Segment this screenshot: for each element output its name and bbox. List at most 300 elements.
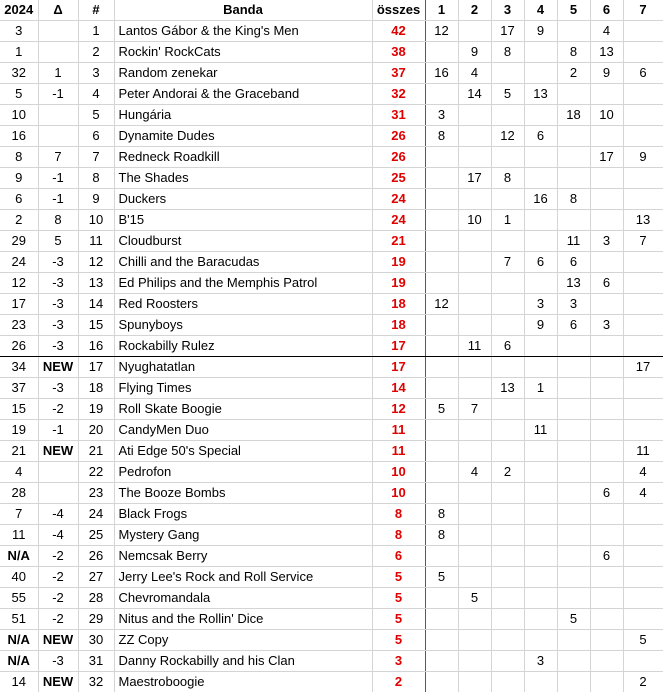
cell-total[interactable]: 14	[372, 378, 425, 399]
cell-round-4[interactable]	[524, 168, 557, 189]
cell-rank[interactable]: 2	[78, 42, 114, 63]
cell-round-3[interactable]	[491, 189, 524, 210]
cell-round-4[interactable]	[524, 147, 557, 168]
cell-total[interactable]: 17	[372, 357, 425, 378]
cell-round-3[interactable]	[491, 420, 524, 441]
cell-band[interactable]: Dynamite Dudes	[114, 126, 372, 147]
cell-round-1[interactable]: 5	[425, 399, 458, 420]
cell-round-5[interactable]	[557, 126, 590, 147]
cell-2024[interactable]: 34	[0, 357, 38, 378]
cell-band[interactable]: CandyMen Duo	[114, 420, 372, 441]
cell-round-5[interactable]	[557, 378, 590, 399]
cell-round-1[interactable]	[425, 588, 458, 609]
cell-2024[interactable]: 16	[0, 126, 38, 147]
cell-2024[interactable]: 19	[0, 420, 38, 441]
cell-round-5[interactable]: 6	[557, 315, 590, 336]
cell-round-7[interactable]	[623, 84, 663, 105]
cell-round-3[interactable]: 1	[491, 210, 524, 231]
cell-round-6[interactable]	[590, 672, 623, 693]
cell-rank[interactable]: 22	[78, 462, 114, 483]
cell-round-6[interactable]: 10	[590, 105, 623, 126]
cell-2024[interactable]: 6	[0, 189, 38, 210]
cell-band[interactable]: Ati Edge 50's Special	[114, 441, 372, 462]
cell-round-7[interactable]	[623, 315, 663, 336]
header-round-3[interactable]: 3	[491, 0, 524, 21]
cell-total[interactable]: 3	[372, 651, 425, 672]
cell-round-6[interactable]: 4	[590, 21, 623, 42]
cell-round-5[interactable]: 3	[557, 294, 590, 315]
cell-round-4[interactable]: 6	[524, 126, 557, 147]
cell-round-6[interactable]: 3	[590, 315, 623, 336]
cell-2024[interactable]: 21	[0, 441, 38, 462]
cell-rank[interactable]: 25	[78, 525, 114, 546]
cell-total[interactable]: 2	[372, 672, 425, 693]
cell-round-4[interactable]	[524, 63, 557, 84]
cell-round-5[interactable]: 6	[557, 252, 590, 273]
cell-round-2[interactable]	[458, 357, 491, 378]
cell-round-6[interactable]: 6	[590, 483, 623, 504]
cell-delta[interactable]: -2	[38, 609, 78, 630]
table-row[interactable]	[0, 546, 663, 567]
cell-round-1[interactable]: 8	[425, 126, 458, 147]
cell-band[interactable]: Nemcsak Berry	[114, 546, 372, 567]
cell-round-6[interactable]: 6	[590, 546, 623, 567]
cell-total[interactable]: 19	[372, 273, 425, 294]
cell-round-1[interactable]	[425, 168, 458, 189]
table-row[interactable]	[0, 168, 663, 189]
cell-band[interactable]: Duckers	[114, 189, 372, 210]
cell-round-1[interactable]: 16	[425, 63, 458, 84]
cell-round-5[interactable]: 8	[557, 42, 590, 63]
cell-round-6[interactable]	[590, 525, 623, 546]
cell-round-1[interactable]	[425, 210, 458, 231]
cell-round-6[interactable]: 13	[590, 42, 623, 63]
cell-delta[interactable]: NEW	[38, 630, 78, 651]
cell-total[interactable]: 8	[372, 525, 425, 546]
cell-round-2[interactable]	[458, 483, 491, 504]
cell-delta[interactable]	[38, 105, 78, 126]
cell-round-2[interactable]: 14	[458, 84, 491, 105]
cell-round-7[interactable]	[623, 588, 663, 609]
cell-round-1[interactable]	[425, 42, 458, 63]
cell-round-7[interactable]	[623, 567, 663, 588]
cell-round-3[interactable]	[491, 294, 524, 315]
table-row[interactable]	[0, 210, 663, 231]
cell-round-4[interactable]	[524, 504, 557, 525]
cell-delta[interactable]: 8	[38, 210, 78, 231]
cell-2024[interactable]: 14	[0, 672, 38, 693]
cell-round-2[interactable]	[458, 630, 491, 651]
table-row[interactable]	[0, 357, 663, 378]
cell-rank[interactable]: 28	[78, 588, 114, 609]
cell-round-2[interactable]	[458, 189, 491, 210]
cell-2024[interactable]: 7	[0, 504, 38, 525]
table-row[interactable]	[0, 651, 663, 672]
cell-round-3[interactable]	[491, 672, 524, 693]
cell-round-2[interactable]	[458, 441, 491, 462]
cell-round-3[interactable]	[491, 399, 524, 420]
cell-round-3[interactable]	[491, 147, 524, 168]
cell-round-6[interactable]	[590, 210, 623, 231]
cell-round-4[interactable]	[524, 672, 557, 693]
cell-total[interactable]: 5	[372, 588, 425, 609]
cell-delta[interactable]: -2	[38, 546, 78, 567]
cell-round-2[interactable]: 17	[458, 168, 491, 189]
cell-rank[interactable]: 11	[78, 231, 114, 252]
cell-round-6[interactable]	[590, 84, 623, 105]
cell-round-1[interactable]: 5	[425, 567, 458, 588]
cell-round-5[interactable]	[557, 84, 590, 105]
cell-band[interactable]: ZZ Copy	[114, 630, 372, 651]
cell-round-4[interactable]: 16	[524, 189, 557, 210]
cell-delta[interactable]: -3	[38, 336, 78, 357]
cell-round-7[interactable]	[623, 168, 663, 189]
cell-round-7[interactable]: 6	[623, 63, 663, 84]
table-row[interactable]	[0, 105, 663, 126]
cell-round-3[interactable]	[491, 588, 524, 609]
table-row[interactable]	[0, 147, 663, 168]
cell-round-3[interactable]	[491, 105, 524, 126]
cell-round-6[interactable]	[590, 441, 623, 462]
cell-rank[interactable]: 4	[78, 84, 114, 105]
cell-round-4[interactable]	[524, 588, 557, 609]
table-row[interactable]	[0, 525, 663, 546]
cell-round-3[interactable]: 7	[491, 252, 524, 273]
cell-round-2[interactable]	[458, 21, 491, 42]
cell-2024[interactable]: 55	[0, 588, 38, 609]
cell-round-7[interactable]: 9	[623, 147, 663, 168]
cell-round-6[interactable]	[590, 399, 623, 420]
cell-round-6[interactable]: 9	[590, 63, 623, 84]
cell-2024[interactable]: 37	[0, 378, 38, 399]
cell-2024[interactable]: 23	[0, 315, 38, 336]
cell-round-4[interactable]: 13	[524, 84, 557, 105]
cell-delta[interactable]: NEW	[38, 672, 78, 693]
cell-round-5[interactable]: 8	[557, 189, 590, 210]
cell-round-5[interactable]	[557, 525, 590, 546]
cell-round-4[interactable]	[524, 630, 557, 651]
header-round-4[interactable]: 4	[524, 0, 557, 21]
cell-round-4[interactable]: 3	[524, 294, 557, 315]
cell-round-3[interactable]	[491, 231, 524, 252]
cell-total[interactable]: 32	[372, 84, 425, 105]
cell-round-1[interactable]	[425, 651, 458, 672]
cell-round-1[interactable]: 12	[425, 294, 458, 315]
cell-round-3[interactable]	[491, 546, 524, 567]
header-round-1[interactable]: 1	[425, 0, 458, 21]
cell-round-1[interactable]	[425, 252, 458, 273]
cell-round-1[interactable]	[425, 315, 458, 336]
cell-round-2[interactable]	[458, 525, 491, 546]
table-row[interactable]	[0, 567, 663, 588]
table-row[interactable]	[0, 21, 663, 42]
table-row[interactable]	[0, 252, 663, 273]
cell-round-6[interactable]	[590, 357, 623, 378]
cell-delta[interactable]	[38, 21, 78, 42]
cell-band[interactable]: Rockin' RockCats	[114, 42, 372, 63]
cell-total[interactable]: 10	[372, 462, 425, 483]
cell-round-5[interactable]	[557, 504, 590, 525]
cell-round-4[interactable]	[524, 273, 557, 294]
cell-round-3[interactable]	[491, 609, 524, 630]
table-row[interactable]	[0, 378, 663, 399]
cell-2024[interactable]: 29	[0, 231, 38, 252]
cell-rank[interactable]: 27	[78, 567, 114, 588]
cell-round-2[interactable]: 4	[458, 63, 491, 84]
cell-round-6[interactable]	[590, 567, 623, 588]
cell-round-6[interactable]	[590, 420, 623, 441]
cell-2024[interactable]: 51	[0, 609, 38, 630]
cell-band[interactable]: Danny Rockabilly and his Clan	[114, 651, 372, 672]
cell-round-3[interactable]: 2	[491, 462, 524, 483]
cell-band[interactable]: Pedrofon	[114, 462, 372, 483]
table-row[interactable]	[0, 42, 663, 63]
cell-rank[interactable]: 24	[78, 504, 114, 525]
cell-round-6[interactable]: 6	[590, 273, 623, 294]
cell-round-2[interactable]	[458, 231, 491, 252]
cell-band[interactable]: Chevromandala	[114, 588, 372, 609]
cell-round-2[interactable]: 11	[458, 336, 491, 357]
cell-total[interactable]: 26	[372, 147, 425, 168]
cell-2024[interactable]: N/A	[0, 651, 38, 672]
cell-rank[interactable]: 21	[78, 441, 114, 462]
cell-round-3[interactable]	[491, 315, 524, 336]
cell-delta[interactable]	[38, 462, 78, 483]
cell-2024[interactable]: 2	[0, 210, 38, 231]
cell-round-6[interactable]	[590, 294, 623, 315]
cell-2024[interactable]: 4	[0, 462, 38, 483]
cell-delta[interactable]: NEW	[38, 357, 78, 378]
cell-2024[interactable]: N/A	[0, 546, 38, 567]
cell-round-6[interactable]	[590, 462, 623, 483]
header-round-5[interactable]: 5	[557, 0, 590, 21]
cell-round-2[interactable]	[458, 105, 491, 126]
cell-round-4[interactable]	[524, 609, 557, 630]
cell-round-4[interactable]: 6	[524, 252, 557, 273]
cell-2024[interactable]: 17	[0, 294, 38, 315]
table-row[interactable]	[0, 504, 663, 525]
cell-delta[interactable]: NEW	[38, 441, 78, 462]
cell-band[interactable]: Lantos Gábor & the King's Men	[114, 21, 372, 42]
cell-rank[interactable]: 3	[78, 63, 114, 84]
cell-round-1[interactable]	[425, 147, 458, 168]
cell-2024[interactable]: 24	[0, 252, 38, 273]
cell-round-6[interactable]: 3	[590, 231, 623, 252]
cell-delta[interactable]: -2	[38, 567, 78, 588]
cell-round-1[interactable]	[425, 336, 458, 357]
cell-round-3[interactable]	[491, 273, 524, 294]
cell-total[interactable]: 26	[372, 126, 425, 147]
cell-round-3[interactable]	[491, 483, 524, 504]
cell-round-3[interactable]	[491, 630, 524, 651]
cell-round-5[interactable]	[557, 483, 590, 504]
table-row[interactable]	[0, 84, 663, 105]
cell-band[interactable]: Rockabilly Rulez	[114, 336, 372, 357]
cell-round-7[interactable]	[623, 609, 663, 630]
cell-total[interactable]: 37	[372, 63, 425, 84]
cell-band[interactable]: Nitus and the Rollin' Dice	[114, 609, 372, 630]
cell-round-2[interactable]	[458, 147, 491, 168]
cell-rank[interactable]: 6	[78, 126, 114, 147]
cell-band[interactable]: Maestroboogie	[114, 672, 372, 693]
cell-round-2[interactable]	[458, 567, 491, 588]
cell-round-7[interactable]: 13	[623, 210, 663, 231]
cell-round-5[interactable]	[557, 462, 590, 483]
cell-band[interactable]: Random zenekar	[114, 63, 372, 84]
cell-round-1[interactable]	[425, 630, 458, 651]
cell-2024[interactable]: 8	[0, 147, 38, 168]
cell-round-4[interactable]: 11	[524, 420, 557, 441]
cell-band[interactable]: B'15	[114, 210, 372, 231]
cell-round-7[interactable]	[623, 504, 663, 525]
cell-round-6[interactable]	[590, 378, 623, 399]
cell-band[interactable]: Redneck Roadkill	[114, 147, 372, 168]
cell-round-7[interactable]	[623, 336, 663, 357]
cell-round-4[interactable]	[524, 336, 557, 357]
cell-round-7[interactable]: 17	[623, 357, 663, 378]
cell-round-4[interactable]: 9	[524, 315, 557, 336]
cell-round-1[interactable]: 12	[425, 21, 458, 42]
cell-round-2[interactable]	[458, 252, 491, 273]
cell-delta[interactable]: -2	[38, 399, 78, 420]
cell-band[interactable]: Hungária	[114, 105, 372, 126]
cell-round-7[interactable]: 11	[623, 441, 663, 462]
table-row[interactable]	[0, 462, 663, 483]
cell-round-5[interactable]	[557, 21, 590, 42]
cell-round-4[interactable]	[524, 357, 557, 378]
cell-total[interactable]: 24	[372, 210, 425, 231]
cell-total[interactable]: 31	[372, 105, 425, 126]
cell-band[interactable]: Chilli and the Baracudas	[114, 252, 372, 273]
cell-round-5[interactable]	[557, 588, 590, 609]
cell-delta[interactable]: 1	[38, 63, 78, 84]
table-row[interactable]	[0, 399, 663, 420]
cell-total[interactable]: 42	[372, 21, 425, 42]
cell-round-1[interactable]	[425, 546, 458, 567]
cell-round-2[interactable]	[458, 420, 491, 441]
cell-round-7[interactable]: 5	[623, 630, 663, 651]
table-row[interactable]	[0, 126, 663, 147]
cell-delta[interactable]: -1	[38, 189, 78, 210]
table-row[interactable]	[0, 273, 663, 294]
cell-round-6[interactable]	[590, 336, 623, 357]
cell-round-6[interactable]	[590, 126, 623, 147]
cell-round-3[interactable]: 13	[491, 378, 524, 399]
cell-2024[interactable]: 32	[0, 63, 38, 84]
cell-round-5[interactable]	[557, 147, 590, 168]
cell-round-3[interactable]: 8	[491, 42, 524, 63]
header-2024[interactable]: 2024	[0, 0, 38, 21]
cell-delta[interactable]: -3	[38, 315, 78, 336]
cell-round-6[interactable]: 17	[590, 147, 623, 168]
cell-round-6[interactable]	[590, 189, 623, 210]
cell-round-2[interactable]	[458, 378, 491, 399]
table-row[interactable]	[0, 483, 663, 504]
cell-rank[interactable]: 5	[78, 105, 114, 126]
cell-round-7[interactable]: 4	[623, 462, 663, 483]
cell-delta[interactable]: -3	[38, 252, 78, 273]
cell-round-5[interactable]	[557, 441, 590, 462]
cell-round-7[interactable]	[623, 273, 663, 294]
cell-round-5[interactable]: 2	[557, 63, 590, 84]
header-total[interactable]: összes	[372, 0, 425, 21]
cell-total[interactable]: 21	[372, 231, 425, 252]
cell-round-6[interactable]	[590, 609, 623, 630]
cell-round-2[interactable]	[458, 504, 491, 525]
cell-round-1[interactable]: 3	[425, 105, 458, 126]
cell-total[interactable]: 5	[372, 567, 425, 588]
cell-round-2[interactable]: 10	[458, 210, 491, 231]
cell-band[interactable]: Mystery Gang	[114, 525, 372, 546]
cell-round-4[interactable]: 9	[524, 21, 557, 42]
cell-rank[interactable]: 29	[78, 609, 114, 630]
cell-2024[interactable]: 28	[0, 483, 38, 504]
cell-2024[interactable]: 1	[0, 42, 38, 63]
table-row[interactable]	[0, 63, 663, 84]
cell-round-2[interactable]	[458, 546, 491, 567]
table-row[interactable]	[0, 588, 663, 609]
cell-total[interactable]: 17	[372, 336, 425, 357]
cell-delta[interactable]: -1	[38, 420, 78, 441]
cell-2024[interactable]: 10	[0, 105, 38, 126]
cell-round-7[interactable]	[623, 126, 663, 147]
cell-round-7[interactable]	[623, 252, 663, 273]
cell-round-2[interactable]: 4	[458, 462, 491, 483]
cell-round-4[interactable]	[524, 546, 557, 567]
table-row[interactable]	[0, 315, 663, 336]
cell-round-4[interactable]	[524, 399, 557, 420]
cell-round-2[interactable]	[458, 651, 491, 672]
cell-rank[interactable]: 17	[78, 357, 114, 378]
cell-rank[interactable]: 30	[78, 630, 114, 651]
cell-band[interactable]: The Booze Bombs	[114, 483, 372, 504]
table-row[interactable]	[0, 336, 663, 357]
cell-rank[interactable]: 26	[78, 546, 114, 567]
cell-round-7[interactable]	[623, 525, 663, 546]
cell-2024[interactable]: 40	[0, 567, 38, 588]
cell-2024[interactable]: 15	[0, 399, 38, 420]
cell-round-4[interactable]	[524, 42, 557, 63]
cell-round-4[interactable]	[524, 231, 557, 252]
cell-2024[interactable]: 26	[0, 336, 38, 357]
cell-round-2[interactable]	[458, 609, 491, 630]
cell-delta[interactable]: -1	[38, 168, 78, 189]
cell-2024[interactable]: 11	[0, 525, 38, 546]
cell-round-1[interactable]	[425, 189, 458, 210]
cell-round-7[interactable]: 2	[623, 672, 663, 693]
cell-rank[interactable]: 31	[78, 651, 114, 672]
cell-round-4[interactable]	[524, 462, 557, 483]
cell-round-2[interactable]: 9	[458, 42, 491, 63]
cell-round-4[interactable]	[524, 483, 557, 504]
cell-band[interactable]: Ed Philips and the Memphis Patrol	[114, 273, 372, 294]
header-rank[interactable]: #	[78, 0, 114, 21]
cell-round-5[interactable]: 5	[557, 609, 590, 630]
header-round-2[interactable]: 2	[458, 0, 491, 21]
cell-round-5[interactable]: 11	[557, 231, 590, 252]
cell-round-6[interactable]	[590, 252, 623, 273]
cell-round-5[interactable]	[557, 357, 590, 378]
cell-round-7[interactable]	[623, 105, 663, 126]
cell-round-7[interactable]	[623, 378, 663, 399]
table-row[interactable]	[0, 420, 663, 441]
cell-round-5[interactable]	[557, 168, 590, 189]
cell-round-5[interactable]	[557, 336, 590, 357]
cell-band[interactable]: Jerry Lee's Rock and Roll Service	[114, 567, 372, 588]
cell-round-4[interactable]: 1	[524, 378, 557, 399]
cell-round-5[interactable]: 13	[557, 273, 590, 294]
cell-round-3[interactable]	[491, 525, 524, 546]
